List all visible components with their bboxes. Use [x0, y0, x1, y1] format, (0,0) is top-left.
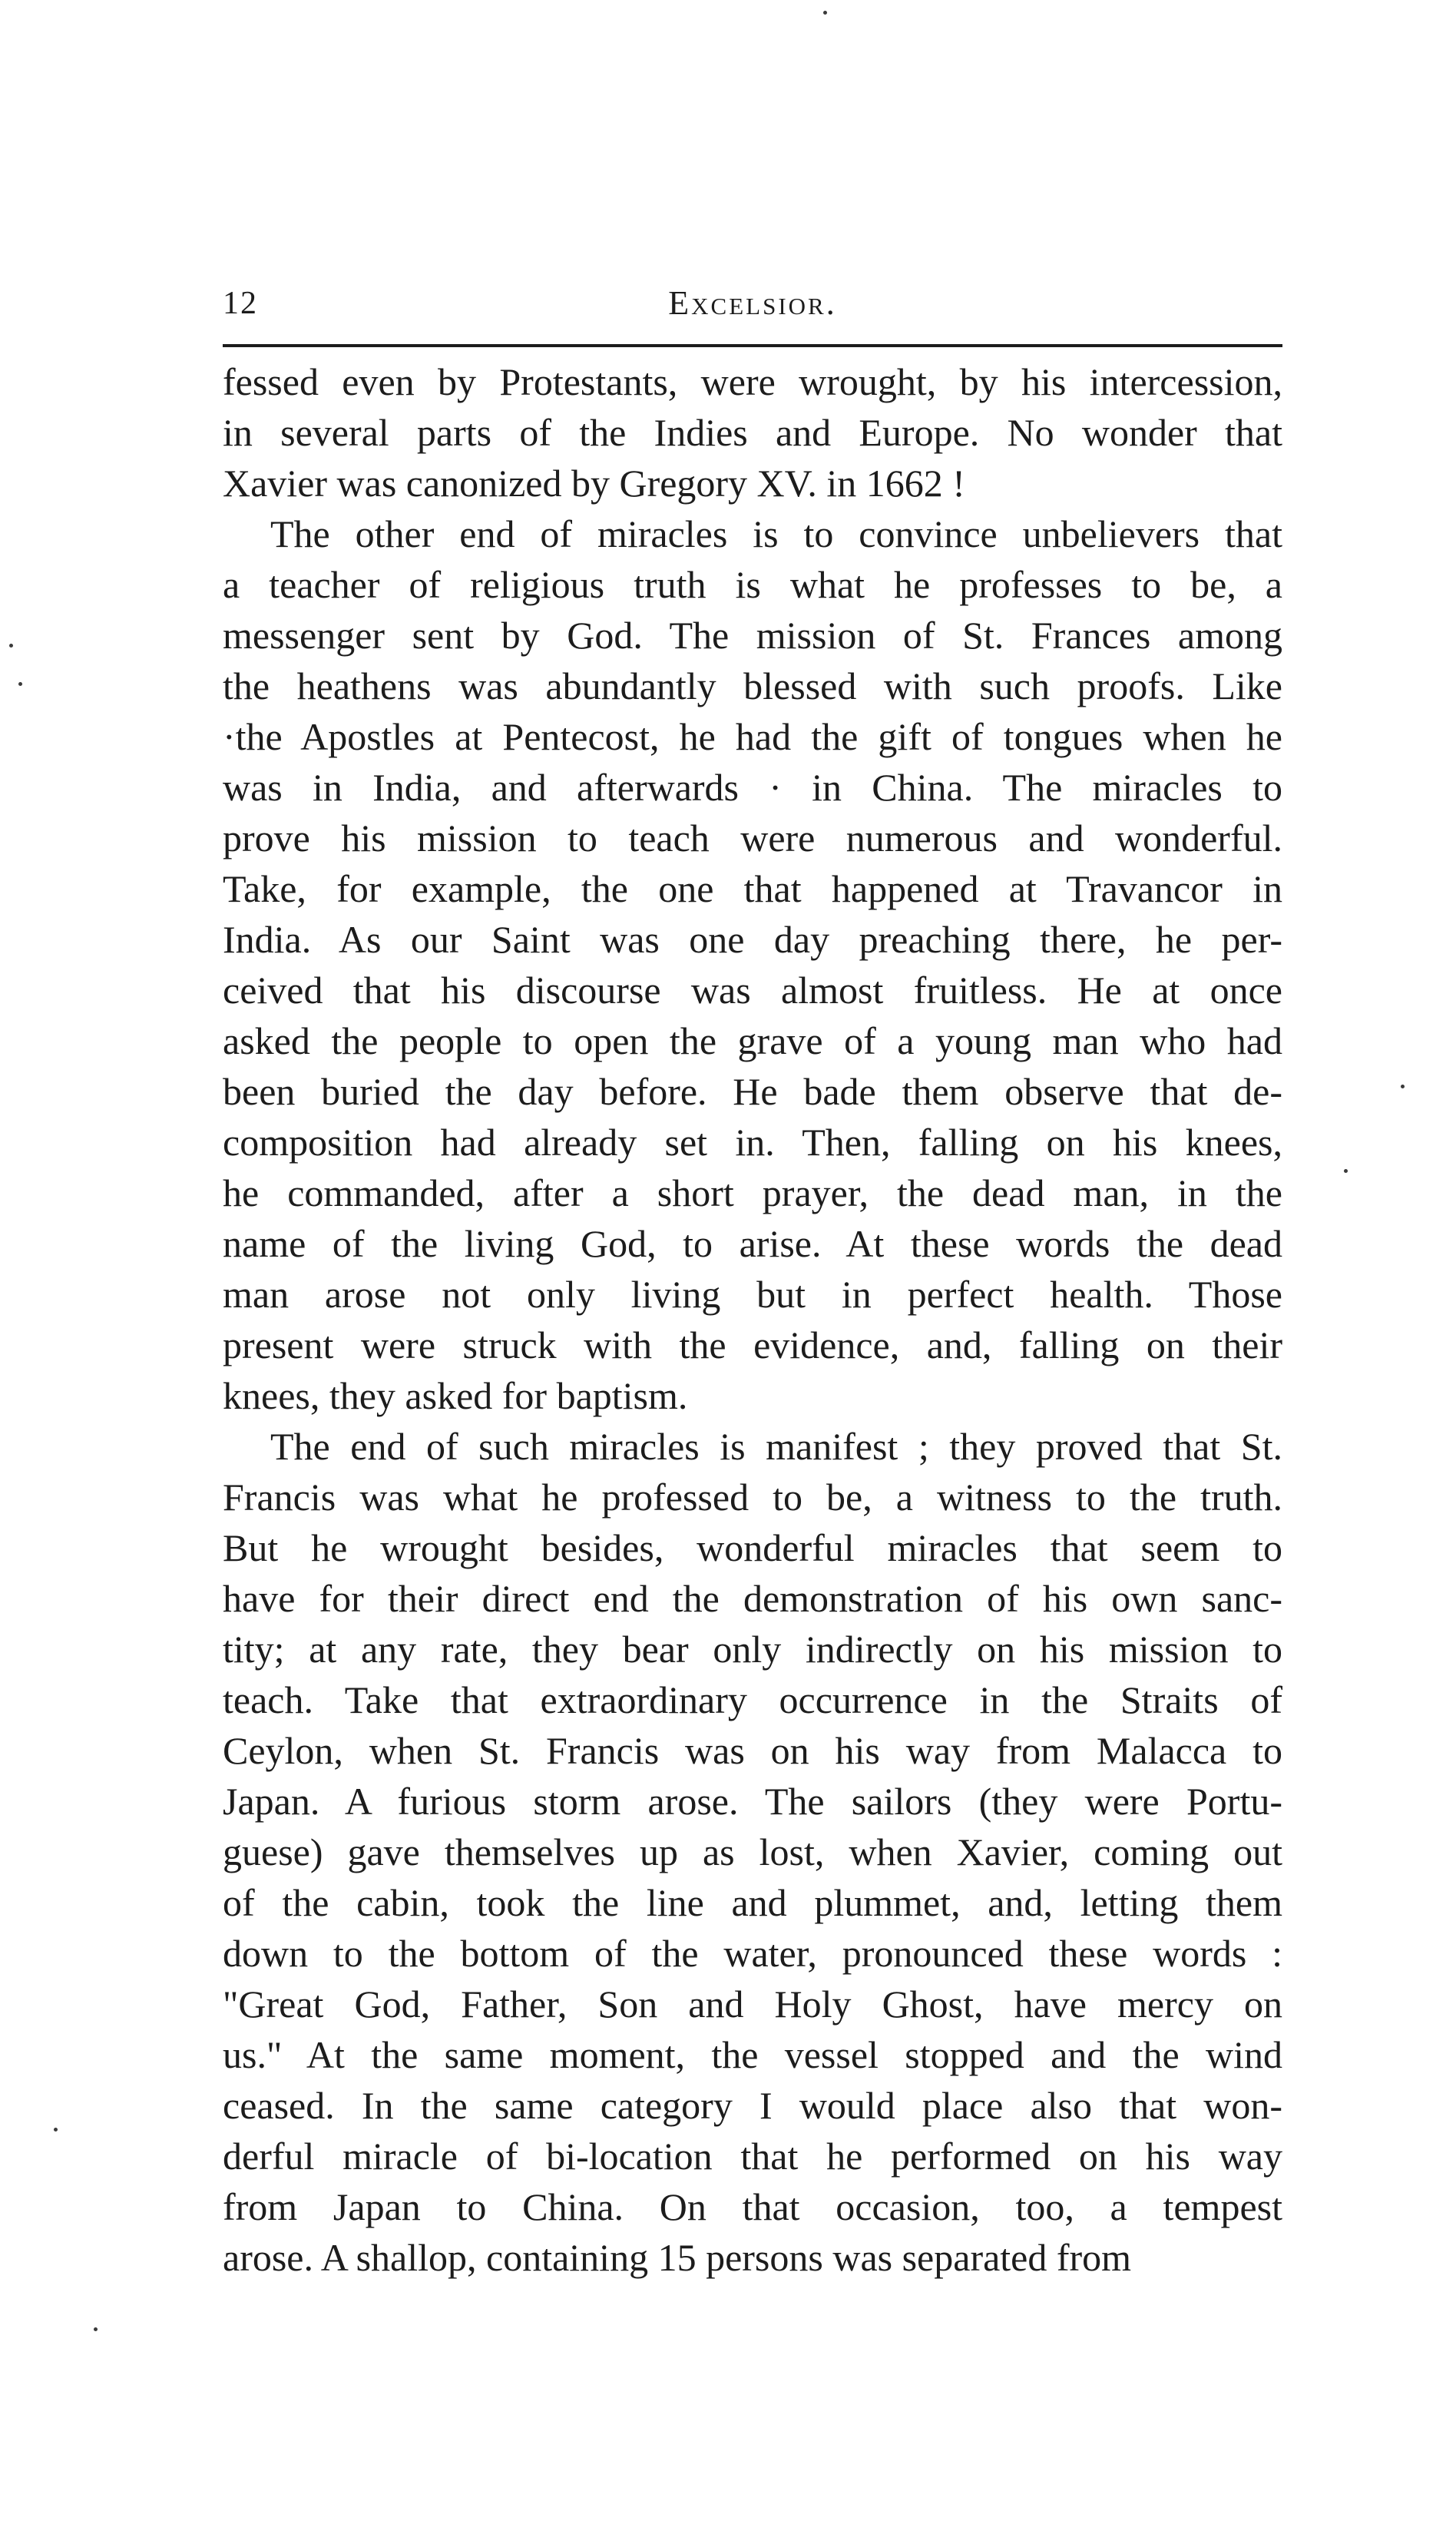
text-line: have for their direct end the demonstration of his own sanc-	[223, 1577, 1282, 1620]
text-line: The end of such miracles is manifest ; they proved that St.	[270, 1425, 1282, 1468]
text-line: ceived that his discourse was almost fruitless. He at once	[223, 969, 1282, 1012]
text-line: Ceylon, when St. Francis was on his way from Malacca to	[223, 1729, 1282, 1772]
text-line: in several parts of the Indies and Europe. No wonder that	[223, 411, 1282, 454]
paragraph	[223, 508, 1282, 1421]
text-line: prove his mission to teach were numerous and wonderful.	[223, 817, 1282, 860]
paragraph	[223, 1421, 1282, 2283]
text-line: fessed even by Protestants, were wrought, by his intercession,	[223, 360, 1282, 403]
text-line: Japan. A furious storm arose. The sailors (they were Portu-	[223, 1780, 1282, 1823]
text-line: asked the people to open the grave of a young man who had	[223, 1019, 1282, 1062]
text-line: Francis was what he professed to be, a witness to the truth.	[223, 1476, 1282, 1519]
page-header	[223, 277, 1282, 330]
text-line: us." At the same moment, the vessel stopped and the wind	[223, 2033, 1282, 2076]
body-text	[223, 356, 1282, 2283]
text-line: But he wrought besides, wonderful miracles that seem to	[223, 1526, 1282, 1569]
text-line: derful miracle of bi-location that he performed on his way	[223, 2135, 1282, 2178]
text-line: ceased. In the same category I would place also that won-	[223, 2084, 1282, 2127]
text-line: arose. A shallop, containing 15 persons was separated from	[223, 2236, 1132, 2279]
text-line: Xavier was canonized by Gregory XV. in 1662 !	[223, 462, 965, 505]
margin-speck	[54, 2128, 58, 2132]
text-line: ·the Apostles at Pentecost, he had the gift of tongues when he	[223, 715, 1282, 758]
text-line: guese) gave themselves up as lost, when Xavier, coming out	[223, 1830, 1282, 1873]
text-line: present were struck with the evidence, and, falling on their	[223, 1323, 1282, 1366]
margin-speck	[823, 11, 827, 15]
page-number: 12	[223, 286, 258, 321]
margin-speck	[18, 682, 22, 686]
text-line: down to the bottom of the water, pronounced these words :	[223, 1932, 1282, 1975]
text-line: teach. Take that extraordinary occurrence in the Straits of	[223, 1678, 1282, 1721]
header-rule	[223, 344, 1282, 347]
text-line: a teacher of religious truth is what he professes to be, a	[223, 563, 1282, 606]
text-line: the heathens was abundantly blessed with such proofs. Like	[223, 664, 1282, 707]
text-line: "Great God, Father, Son and Holy Ghost, have mercy on	[223, 1982, 1282, 2026]
running-title: Excelsior.	[668, 284, 837, 322]
text-line: tity; at any rate, they bear only indirectly on his mission to	[223, 1628, 1282, 1671]
text-line: was in India, and afterwards · in China. The miracles to	[223, 766, 1282, 809]
text-line: man arose not only living but in perfect health. Those	[223, 1273, 1282, 1316]
text-line: India. As our Saint was one day preaching there, he per-	[223, 918, 1282, 961]
text-line: messenger sent by God. The mission of St. Frances among	[223, 614, 1282, 657]
text-line: name of the living God, to arise. At these words the dead	[223, 1222, 1282, 1265]
margin-speck	[1401, 1085, 1405, 1088]
margin-speck	[94, 2327, 98, 2331]
text-line: Take, for example, the one that happened at Travancor in	[223, 867, 1282, 910]
text-line: The other end of miracles is to convince unbelievers that	[270, 512, 1282, 555]
text-line: been buried the day before. He bade them observe that de-	[223, 1070, 1282, 1113]
text-line: knees, they asked for baptism.	[223, 1374, 688, 1417]
text-line: composition had already set in. Then, falling on his knees,	[223, 1121, 1282, 1164]
margin-speck	[9, 644, 13, 648]
text-line: from Japan to China. On that occasion, too, a tempest	[223, 2185, 1282, 2228]
paragraph	[223, 356, 1282, 508]
margin-speck	[1344, 1169, 1348, 1173]
text-line: he commanded, after a short prayer, the dead man, in the	[223, 1171, 1282, 1214]
text-line: of the cabin, took the line and plummet, and, letting them	[223, 1881, 1282, 1924]
